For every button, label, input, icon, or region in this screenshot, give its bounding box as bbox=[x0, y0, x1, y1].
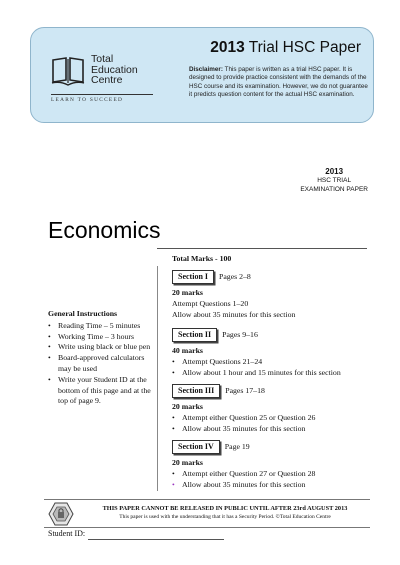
paper-title bbox=[210, 39, 361, 57]
section-4 bbox=[172, 440, 315, 490]
section-label: Section III bbox=[172, 384, 220, 398]
section-marks: 40 marks bbox=[172, 346, 203, 355]
list-item: • Write using black or blue pen bbox=[48, 342, 156, 353]
security-seal-icon bbox=[48, 502, 74, 526]
disclaimer bbox=[189, 66, 369, 99]
list-item: • Attempt either Question 27 or Question 28 bbox=[172, 469, 315, 480]
student-id-label: Student ID: bbox=[48, 529, 86, 538]
section-3 bbox=[172, 384, 315, 434]
list-item: • Allow about 1 hour and 15 minutes for this section bbox=[172, 368, 341, 379]
section-label: Section II bbox=[172, 328, 217, 342]
list-item: • Board-approved calculators may be used bbox=[48, 353, 156, 375]
section-line: Attempt Questions 1–20 bbox=[172, 298, 249, 308]
section-marks: 20 marks bbox=[172, 402, 203, 411]
disclaimer-label: Disclaimer: bbox=[189, 66, 223, 73]
section-line: Allow about 35 minutes for this section bbox=[172, 309, 296, 319]
section-label: Section I bbox=[172, 270, 214, 284]
list-item: • Write your Student ID at the bottom of this page and at the top of page 9. bbox=[48, 375, 156, 407]
section-pages: Pages 9–16 bbox=[222, 329, 258, 339]
list-item: • Attempt Questions 21–24 bbox=[172, 357, 341, 368]
section-1 bbox=[172, 270, 295, 320]
list-item: • Working Time – 3 hours bbox=[48, 332, 156, 343]
logo-line-1: Total bbox=[91, 53, 114, 65]
header-banner bbox=[30, 27, 374, 123]
exam-label-line-2: EXAMINATION PAPER bbox=[300, 186, 368, 193]
exam-label-year: 2013 bbox=[325, 167, 344, 176]
security-notice: This paper is used with the understanding that it has a Security Period. ©Total Education Centre bbox=[119, 514, 331, 520]
exam-label-line-1: HSC TRIAL bbox=[317, 177, 352, 184]
paper-title-text: Trial HSC Paper bbox=[248, 39, 361, 56]
total-marks: Total Marks - 100 bbox=[172, 254, 232, 263]
divider-vertical bbox=[157, 266, 158, 491]
logo-text bbox=[91, 54, 138, 86]
section-2 bbox=[172, 328, 341, 378]
general-instructions bbox=[48, 309, 156, 407]
logo-line-3: Centre bbox=[91, 74, 123, 86]
paper-year: 2013 bbox=[210, 39, 245, 56]
section-marks: 20 marks bbox=[172, 288, 203, 297]
section-pages: Pages 2–8 bbox=[219, 271, 251, 281]
section-marks: 20 marks bbox=[172, 458, 203, 467]
list-item: • Attempt either Question 25 or Question 26 bbox=[172, 413, 315, 424]
logo-tagline: LEARN TO SUCCEED bbox=[51, 94, 153, 103]
logo-line-2: Education bbox=[91, 63, 138, 76]
logo bbox=[51, 54, 159, 106]
section-label: Section IV bbox=[172, 440, 220, 454]
list-item: • Allow about 35 minutes for this section bbox=[172, 480, 315, 491]
release-notice: THIS PAPER CANNOT BE RELEASED IN PUBLIC UNTIL AFTER 23rd AUGUST 2013 bbox=[102, 505, 348, 512]
list-item: • Allow about 35 minutes for this section bbox=[172, 424, 315, 435]
section-pages: Page 19 bbox=[224, 441, 250, 451]
general-instructions-title: General Instructions bbox=[48, 309, 118, 318]
exam-label bbox=[300, 167, 368, 194]
list-item: • Reading Time – 5 minutes bbox=[48, 321, 156, 332]
open-book-icon bbox=[51, 56, 85, 88]
student-id-field[interactable] bbox=[88, 539, 224, 540]
general-instructions-list bbox=[48, 321, 156, 407]
subject-title: Economics bbox=[48, 217, 161, 243]
sections-panel bbox=[172, 254, 372, 489]
disclaimer-text: This paper is written as a trial HSC paper. It is designed to provide practice consistent with the demands of the HSC course and its examination. However, we do not guarantee it predicts question content for the actual HSC examination. bbox=[189, 66, 368, 98]
divider-horizontal bbox=[157, 248, 367, 249]
security-footer bbox=[44, 499, 370, 528]
section-pages: Pages 17–18 bbox=[225, 385, 265, 395]
